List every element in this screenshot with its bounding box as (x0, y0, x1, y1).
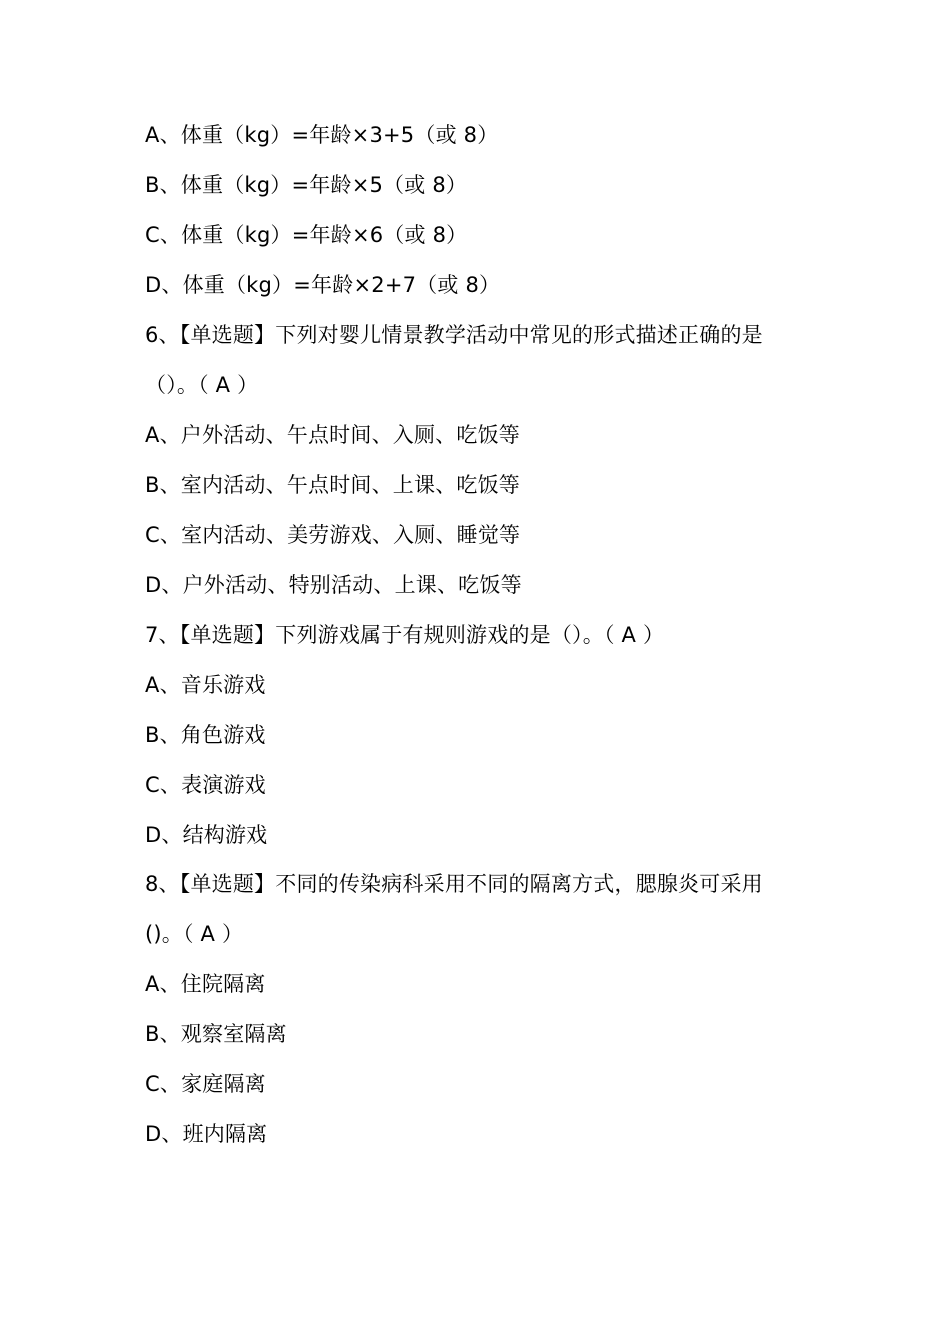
question-6-option-a: A、户外活动、午点时间、入厕、吃饭等 (145, 423, 520, 447)
question-8-option-c: C、家庭隔离 (145, 1072, 266, 1096)
option-c-weight-formula: C、体重（kg）=年龄×6（或 8） (145, 223, 468, 247)
question-7-option-c: C、表演游戏 (145, 773, 266, 797)
question-6-answer: （）。（ A ） (145, 373, 259, 397)
question-7-option-d: D、结构游戏 (145, 823, 268, 847)
question-8-answer: ()。（ A ） (145, 922, 244, 946)
question-8-option-b: B、观察室隔离 (145, 1022, 287, 1046)
option-d-weight-formula: D、体重（kg）=年龄×2+7（或 8） (145, 273, 501, 297)
question-6-option-b: B、室内活动、午点时间、上课、吃饭等 (145, 473, 521, 497)
option-b-weight-formula: B、体重（kg）=年龄×5（或 8） (145, 173, 468, 197)
question-6-option-d: D、户外活动、特别活动、上课、吃饭等 (145, 573, 522, 597)
option-a-weight-formula: A、体重（kg）=年龄×3+5（或 8） (145, 123, 499, 147)
question-7-text: 7、【单选题】下列游戏属于有规则游戏的是（）。（ A ） (145, 623, 665, 647)
question-8-option-d: D、班内隔离 (145, 1122, 268, 1146)
question-8-text: 8、【单选题】不同的传染病科采用不同的隔离方式，腮腺炎可采用 (145, 872, 763, 896)
question-8-option-a: A、住院隔离 (145, 972, 266, 996)
question-7-option-a: A、音乐游戏 (145, 673, 266, 697)
question-7-option-b: B、角色游戏 (145, 723, 266, 747)
question-6-option-c: C、室内活动、美劳游戏、入厕、睡觉等 (145, 523, 521, 547)
question-6-text: 6、【单选题】下列对婴儿情景教学活动中常见的形式描述正确的是 (145, 323, 763, 347)
